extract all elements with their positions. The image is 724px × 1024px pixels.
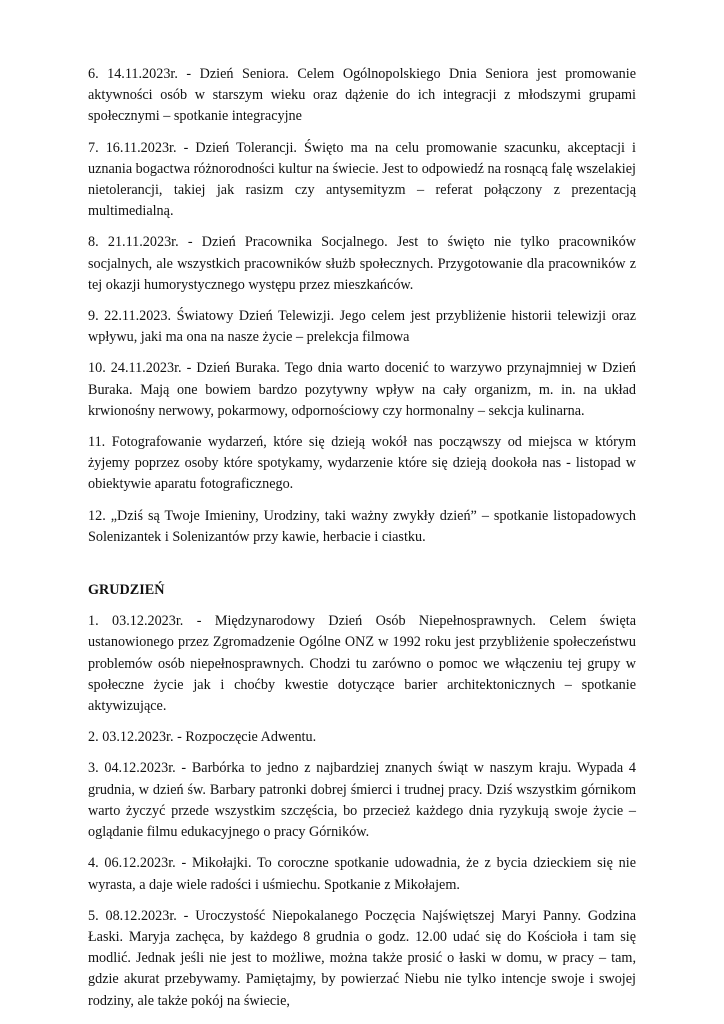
section-gap: [88, 558, 636, 580]
november-item-7: 7. 16.11.2023r. - Dzień Tolerancji. Święto ma na celu promowanie szacunku, akceptacji i uznania bogactwa różnorodności kultur na świecie. Jest to odpowiedź na rosnącą falę wszelakiej nietolerancji, takiej jak rasizm czy antysemityzm – referat połączony z prezentacją multimedialną.: [88, 139, 636, 220]
december-item-3: 3. 04.12.2023r. - Barbórka to jedno z najbardziej znanych świąt w naszym kraju. Wypada 4 grudnia, w dzień św. Barbary patronki dobrej śmierci i trudnej pracy. Dziś wszystkim górnikom warto życzyć przede wszystkim szczęścia, bo przecież każdego dnia ryzykują swoje życie – oglądanie filmu edukacyjnego o pracy Górników.: [88, 760, 636, 841]
document-page: [88, 64, 636, 1022]
december-item-2: 2. 03.12.2023r. - Rozpoczęcie Adwentu.: [88, 729, 317, 746]
december-heading: GRUDZIEŃ: [88, 582, 165, 599]
december-item-1: 1. 03.12.2023r. - Międzynarodowy Dzień Osób Niepełnosprawnych. Celem święta ustanowionego przez Zgromadzenie Ogólne ONZ w 1992 roku jest przybliżenie społeczeństwu problemów osób niepełnosprawnych. Chodzi tu zarówno o pomoc we włączeniu tej grupy w społeczne życie jak i choćby kwestie dotyczące barier architektonicznych – spotkanie aktywizujące.: [88, 613, 636, 715]
december-item-5: 5. 08.12.2023r. - Uroczystość Niepokalanego Poczęcia Najświętszej Maryi Panny. Godzina Łaski. Maryja zachęca, by każdego 8 grudnia o godz. 12.00 udać się do Kościoła i tam się modlić. Jednak jeśli nie jest to możliwe, można także prosić o łaski w domu, w pracy – tam, gdzie akurat przebywamy. Pamiętajmy, by powierzać Niebu nie tylko intencje swoje i swojej rodziny, ale także pokój na świecie,: [88, 907, 636, 1009]
december-item-4: 4. 06.12.2023r. - Mikołajki. To coroczne spotkanie udowadnia, że z bycia dzieckiem się nie wyrasta, a daje wiele radości i uśmiechu. Spotkanie z Mikołajem.: [88, 855, 636, 893]
november-item-6: 6. 14.11.2023r. - Dzień Seniora. Celem Ogólnopolskiego Dnia Seniora jest promowanie aktywności osób w starszym wieku oraz dążenie do ich integracji z młodszymi grupami społecznymi – spotkanie integracyjne: [88, 66, 636, 125]
november-item-9: 9. 22.11.2023. Światowy Dzień Telewizji. Jego celem jest przybliżenie historii telewizji oraz wpływu, jaki ma ona na nasze życie – prelekcja filmowa: [88, 308, 636, 346]
november-item-10: 10. 24.11.2023r. - Dzień Buraka. Tego dnia warto docenić to warzywo przynajmniej w Dzień Buraka. Mają one bowiem bardzo pozytywny wpływ na cały organizm, m. in. na układ krwionośny nerwowy, pokarmowy, odpornościowy czy hormonalny – sekcja kulinarna.: [88, 360, 636, 419]
november-item-12: 12. „Dziś są Twoje Imieniny, Urodziny, taki ważny zwykły dzień” – spotkanie listopadowych Solenizantek i Solenizantów przy kawie, herbacie i ciastku.: [88, 507, 636, 545]
november-item-11: 11. Fotografowanie wydarzeń, które się dzieją wokół nas począwszy od miejsca w którym żyjemy poprzez osoby które spotykamy, wydarzenie które się dzieją dookoła nas - listopad w obiektywie aparatu fotograficznego.: [88, 434, 636, 493]
november-item-8: 8. 21.11.2023r. - Dzień Pracownika Socjalnego. Jest to święto nie tylko pracowników socjalnych, ale wszystkich pracowników służb społecznych. Przygotowanie dla pracowników z tej okazji humorystycznego występu przez mieszkańców.: [88, 234, 636, 293]
